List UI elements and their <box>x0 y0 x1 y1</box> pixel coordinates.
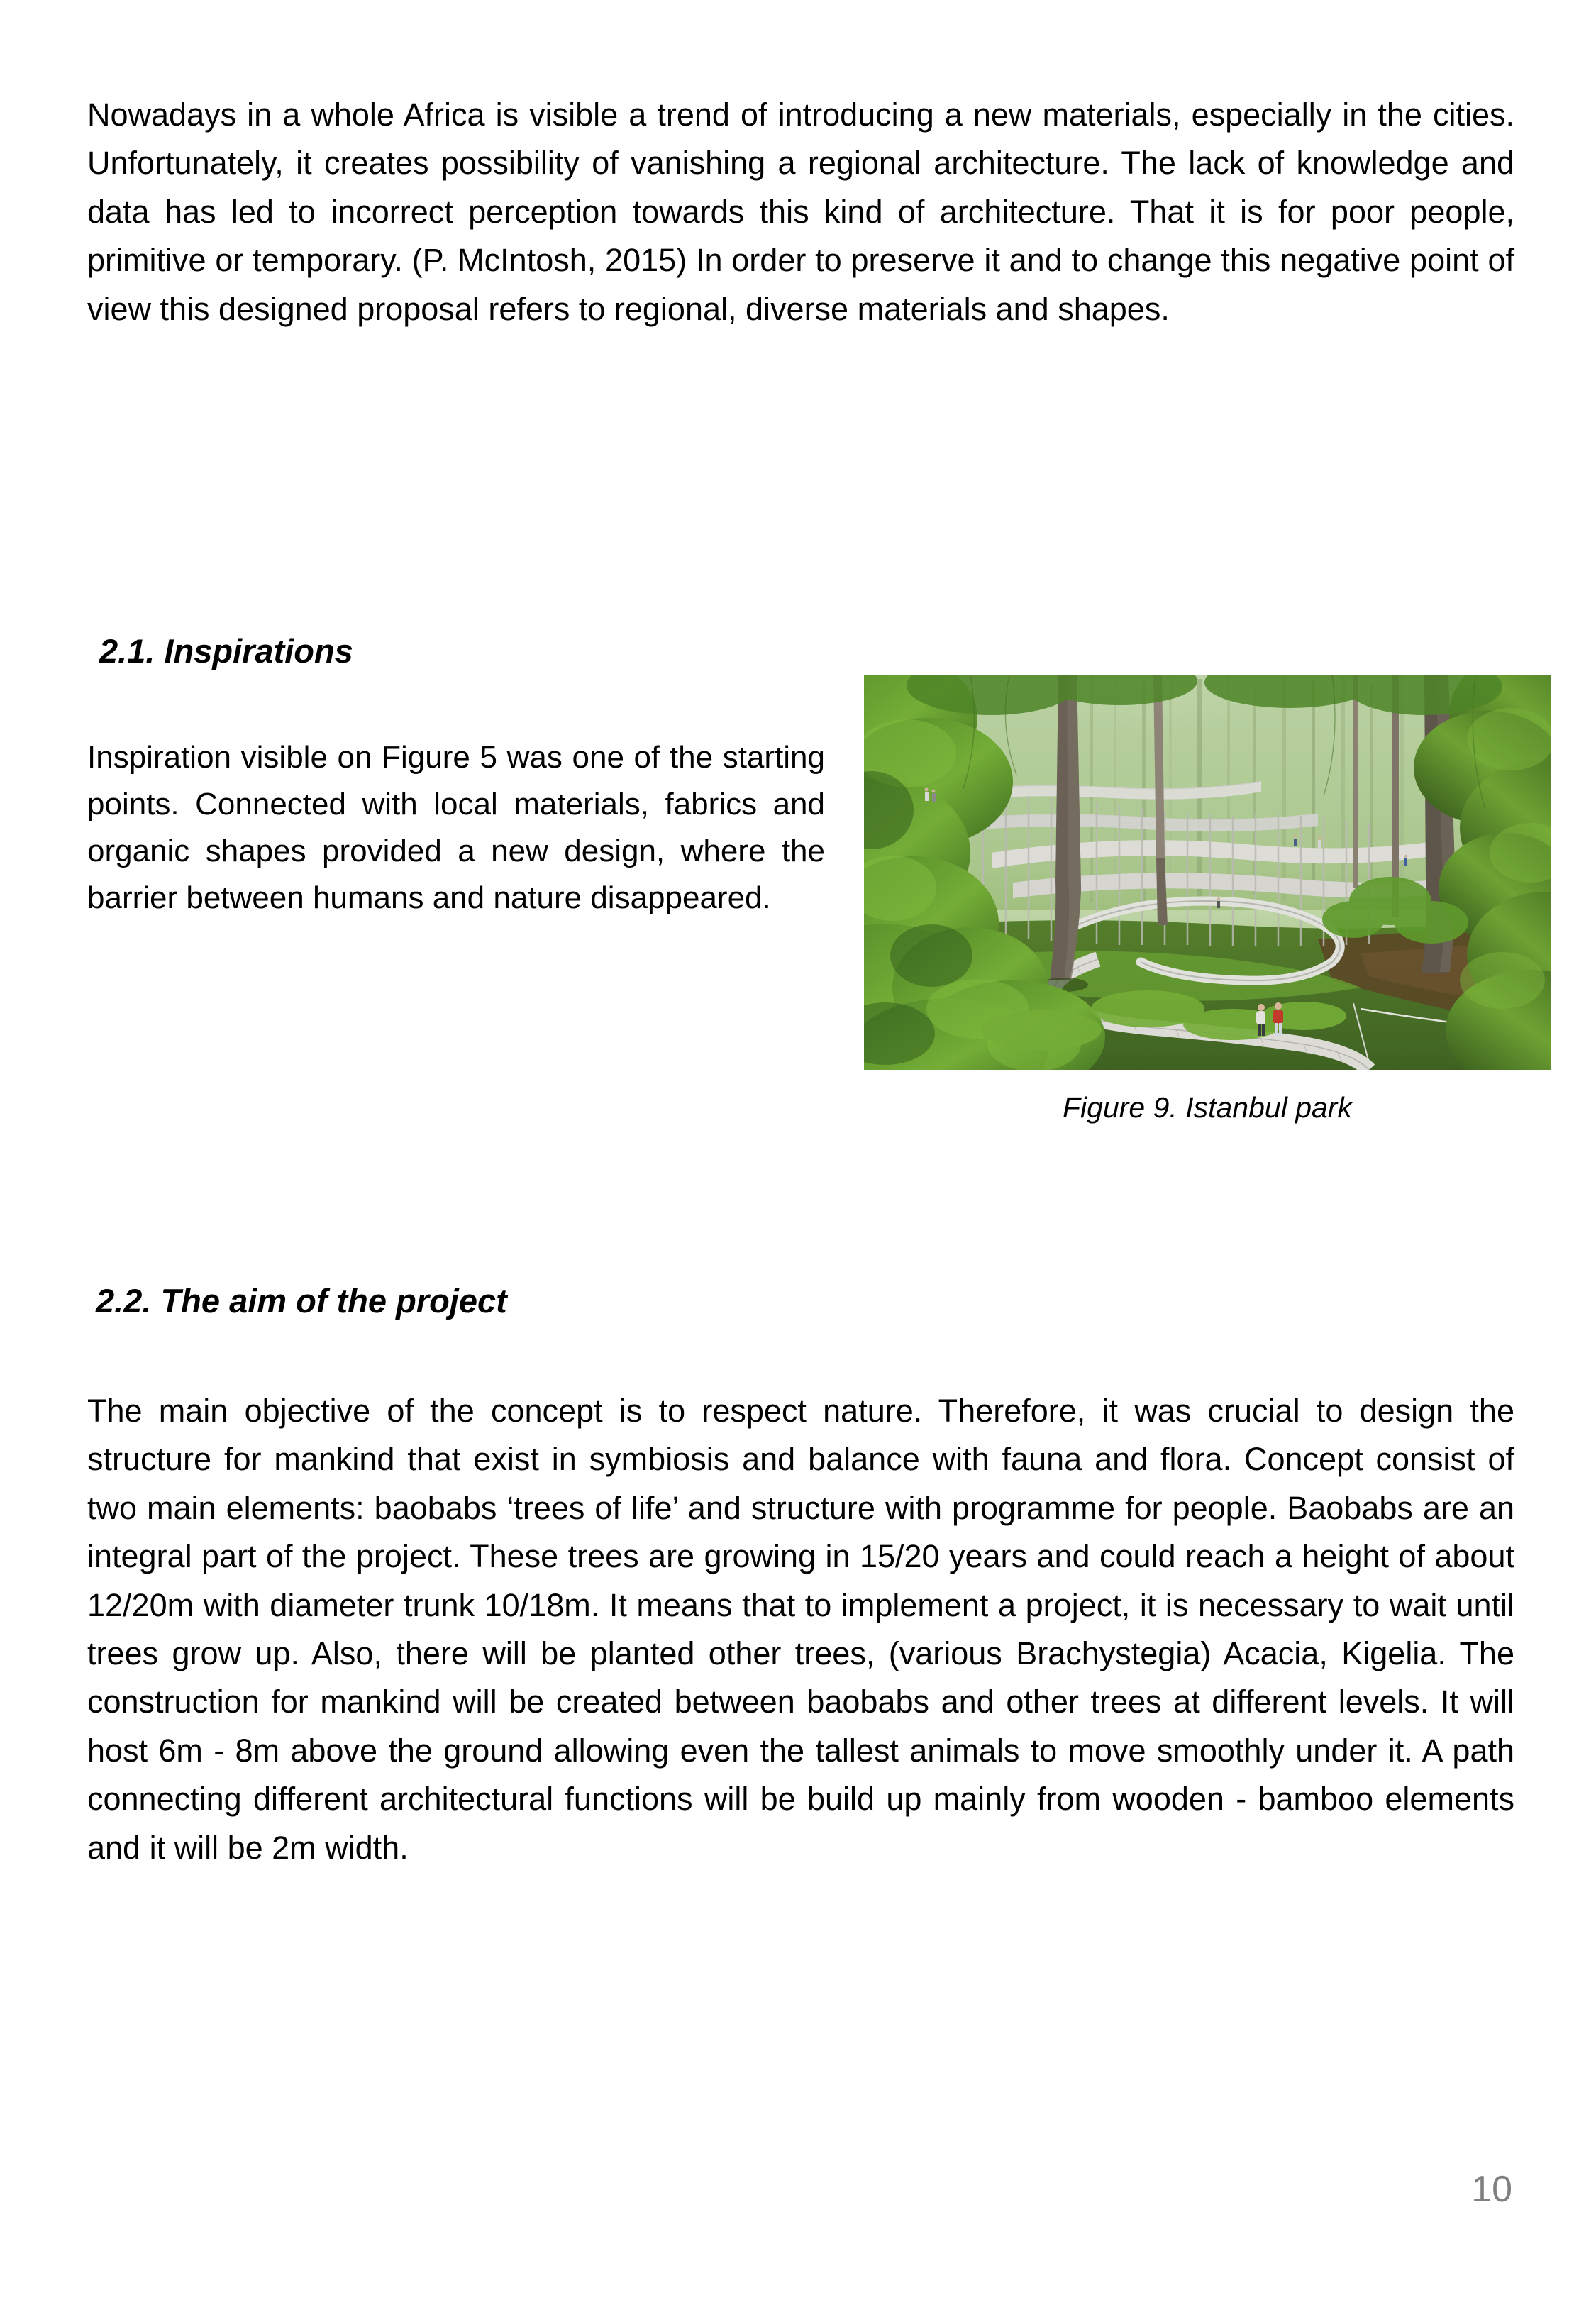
inspirations-paragraph: Inspiration visible on Figure 5 was one of the starting points. Connected with local materials, fabrics and organic shapes provided a new design, where the barrier between humans and nature disappeared. <box>87 740 825 915</box>
section-heading-aim-of-project: 2.2. The aim of the project <box>96 1282 507 1320</box>
page-number: 10 <box>1471 2169 1512 2210</box>
figure-caption: Figure 9. Istanbul park <box>1063 1091 1352 1124</box>
figure-9-image <box>864 675 1551 1070</box>
aim-paragraph: The main objective of the concept is to respect nature. Therefore, it was crucial to design the structure for mankind that exist in symbiosis and balance with fauna and flora. Concept consist of two main elements: baobabs ‘trees of life’ and structure with programme for people. Baobabs are an integral part of the project. These trees are growing in 15/20 years and could reach a height of about 12/20m with diameter trunk 10/18m. It means that to implement a project, it is necessary to wait until trees grow up. Also, there will be planted other trees, (various Brachystegia) Acacia, Kigelia. The construction for mankind will be created between baobabs and other trees at different levels. It will host 6m - 8m above the ground allowing even the tallest animals to move smoothly under it. A path connecting different architectural functions will be build up mainly from wooden - bamboo elements and it will be 2m width. <box>87 1393 1514 1866</box>
forest-walkway-illustration <box>864 675 1551 1070</box>
intro-paragraph: Nowadays in a whole Africa is visible a trend of introducing a new materials, especially in the cities. Unfortunately, it creates possibility of vanishing a regional architecture. The lack of knowledge and data has led to incorrect perception towards this kind of architecture. That it is for poor people, primitive or temporary. (P. McIntosh, 2015) In order to preserve it and to change this negative point of view this designed proposal refers to regional, diverse materials and shapes. <box>87 96 1514 327</box>
forest-walkway-photo <box>864 675 1551 1070</box>
section-heading-inspirations: 2.1. Inspirations <box>99 632 353 670</box>
